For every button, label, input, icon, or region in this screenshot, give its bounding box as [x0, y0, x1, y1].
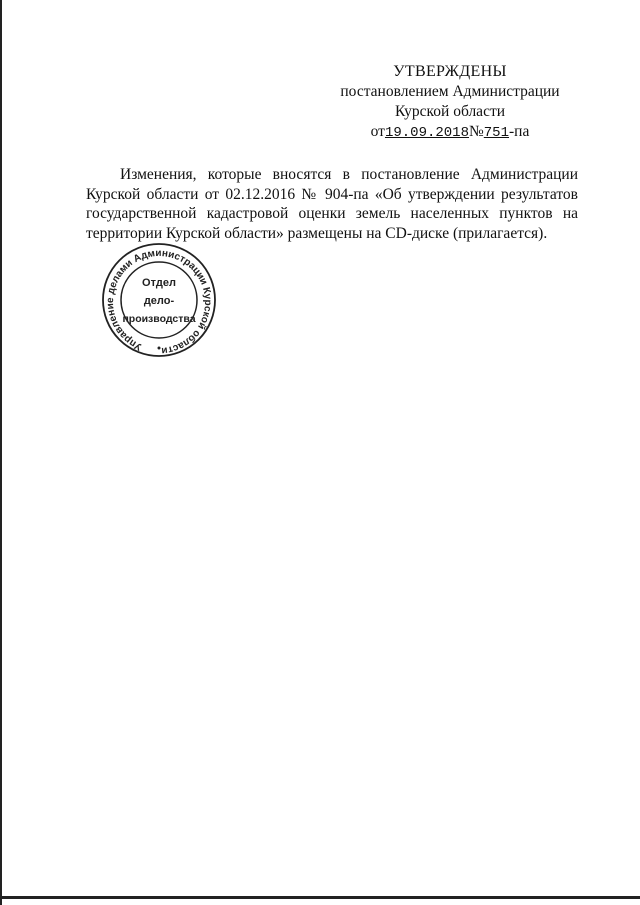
scan-edge-bottom [0, 896, 640, 899]
office-stamp [96, 240, 222, 360]
stamp-ring-text: Управление делами Администрации Курской области [104, 247, 214, 357]
date-prefix: от [370, 123, 385, 140]
stamp-center-3: производства [122, 313, 196, 325]
approval-title: УТВЕРЖДЕНЫ [393, 63, 507, 80]
decree-date: 19.09.2018 [384, 125, 469, 141]
decree-number: 751 [483, 125, 509, 141]
scan-edge-left [0, 0, 2, 905]
approval-block [330, 62, 570, 143]
stamp-center-2: дело- [143, 295, 175, 307]
approval-date-line [330, 122, 570, 143]
stamp-center-1: Отдел [142, 277, 176, 289]
approval-line-2: Курской области [394, 103, 506, 120]
body-paragraph: Изменения, которые вносятся в постановление Администрации Курской области от 02.12.2016 № 904-па «Об утверждении результатов государственной кадастровой оценки земель населенных пунктов на территории Курской области» размещены на CD-диске (прилагается). [86, 166, 578, 242]
number-prefix: № [468, 123, 484, 140]
approval-line-1: постановлением Администрации [340, 83, 560, 100]
number-suffix: -па [509, 123, 530, 140]
